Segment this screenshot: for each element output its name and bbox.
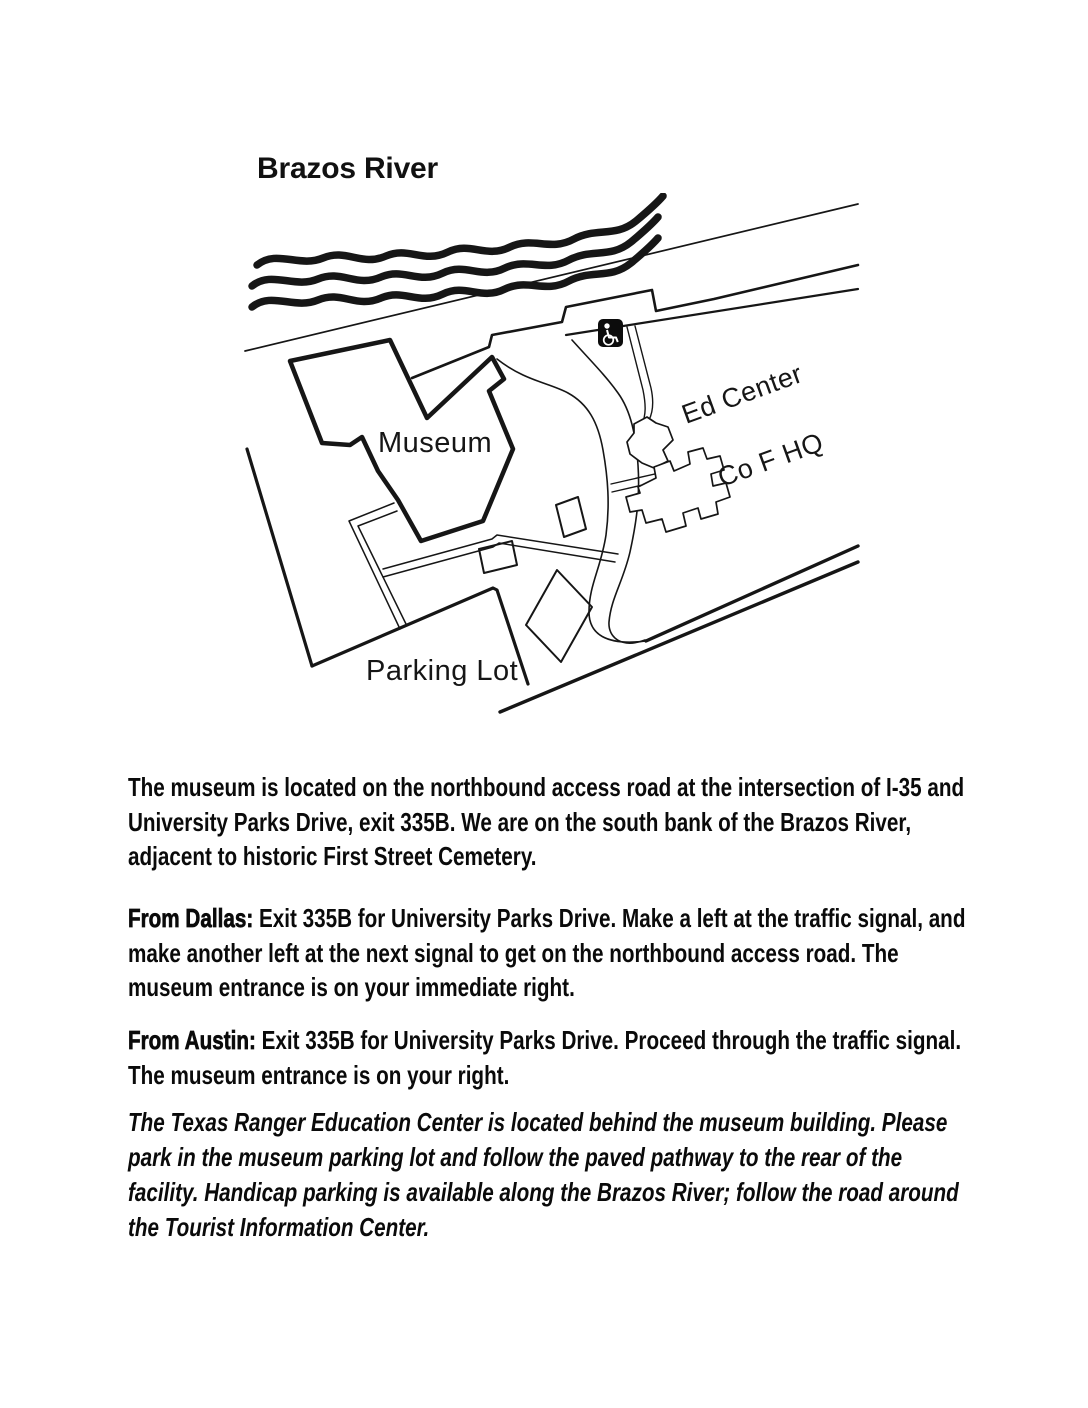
curved-road-lines (497, 340, 646, 643)
map-label-museum: Museum (378, 427, 493, 459)
paragraph-location (128, 770, 968, 874)
education-center-text: The Texas Ranger Education Center is located behind the museum building. Please park in the museum parking lot and follow the paved pathway to the rear of the facility. Handicap parking is available along the Brazos River; follow the road around the Tourist Information Center. (128, 1107, 959, 1242)
paragraph-education-center (128, 1105, 968, 1245)
map-label-ed-center: Ed Center (677, 358, 807, 430)
handicap-accessible-icon (598, 319, 623, 347)
ed-center-building (627, 417, 673, 468)
map-label-parking-lot: Parking Lot (366, 655, 519, 687)
parking-islands (479, 497, 592, 662)
paragraph-from-dallas (128, 901, 968, 1005)
paragraph-location-text: The museum is located on the northbound access road at the intersection of I-35 and University Parks Drive, exit 335B. We are on the south bank of the Brazos River, adjacent to historic First Street Cemetery. (128, 772, 965, 871)
from-dallas-lead: From Dallas: (128, 903, 254, 933)
river-waves (252, 196, 663, 307)
page-title: Brazos River (257, 152, 439, 186)
from-austin-text: Exit 335B for University Parks Drive. Proceed through the traffic signal. The museum entrance is on your right. (128, 1025, 962, 1090)
from-dallas-text: Exit 335B for University Parks Drive. Make a left at the traffic signal, and make another left at the next signal to get on the northbound access road. The museum entrance is on your immediate right. (128, 903, 966, 1002)
bottom-road-lines (500, 546, 858, 712)
map-label-co-f-hq: Co F HQ (713, 426, 828, 493)
site-map (243, 193, 861, 715)
paragraph-from-austin (128, 1023, 968, 1092)
site-map-figure (243, 193, 861, 715)
from-austin-lead: From Austin: (128, 1025, 256, 1055)
